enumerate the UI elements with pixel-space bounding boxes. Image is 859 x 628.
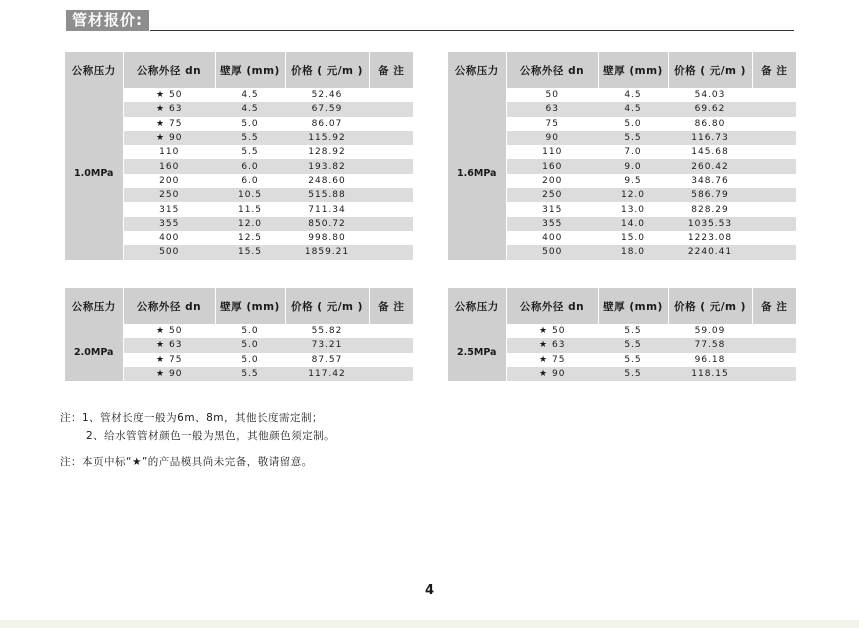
price-cell: 998.80 <box>308 233 346 244</box>
wall-cell: 12.0 <box>598 188 668 202</box>
price-cell: 54.03 <box>694 90 726 101</box>
wall-cell: 12.0 <box>215 217 285 231</box>
remark-cell <box>369 245 413 259</box>
price-cell: 52.46 <box>311 90 343 101</box>
dn-cell <box>123 145 215 159</box>
wall-cell: 5.5 <box>624 326 642 337</box>
dn-cell <box>123 159 215 173</box>
remark-cell <box>752 117 796 131</box>
dn-value: 63 <box>545 104 559 115</box>
remark-cell <box>369 217 413 231</box>
remark-cell <box>752 145 796 159</box>
remark-cell <box>369 117 413 131</box>
dn-cell <box>123 174 215 188</box>
dn-value: 90 <box>545 133 559 144</box>
dn-value: 110 <box>159 147 180 158</box>
dn-cell <box>123 231 215 245</box>
remark-cell <box>752 102 796 116</box>
dn-cell <box>123 338 215 352</box>
header-cell: 价格 ( 元/m ) <box>285 52 369 88</box>
footer-band <box>0 620 859 628</box>
dn-value: 63 <box>552 340 566 351</box>
remark-cell <box>369 353 413 367</box>
price-cell: 117.42 <box>285 367 369 381</box>
remark-cell <box>369 88 413 102</box>
dn-cell <box>123 353 215 367</box>
dn-value: 200 <box>542 175 563 186</box>
header-cell: 壁厚 (mm) <box>598 52 668 88</box>
dn-value: 90 <box>169 369 183 380</box>
price-table-2-0mpa <box>65 288 413 381</box>
title-underline <box>150 30 794 31</box>
star-icon: ★ <box>539 326 549 337</box>
price-cell: 711.34 <box>308 204 346 215</box>
dn-cell <box>506 188 598 202</box>
page-title: 管材报价: <box>66 10 149 31</box>
dn-value: 355 <box>159 218 180 229</box>
dn-cell <box>123 324 215 338</box>
header-cell: 备 注 <box>369 288 413 324</box>
price-cell: 96.18 <box>694 354 726 365</box>
dn-cell <box>506 102 598 116</box>
dn-cell <box>506 367 598 381</box>
price-cell: 1035.53 <box>668 217 752 231</box>
remark-cell <box>369 131 413 145</box>
dn-value: 110 <box>542 147 563 158</box>
dn-cell <box>506 88 598 102</box>
dn-value: 250 <box>159 190 180 201</box>
dn-cell <box>123 131 215 145</box>
dn-cell <box>123 102 215 116</box>
wall-cell: 9.0 <box>598 159 668 173</box>
page-title-bar <box>66 10 794 32</box>
header-cell: 公称外径 dn <box>506 288 598 324</box>
page-number: 4 <box>424 583 435 598</box>
header-cell: 壁厚 (mm) <box>598 288 668 324</box>
wall-cell: 5.0 <box>215 338 285 352</box>
dn-cell <box>506 117 598 131</box>
dn-value: 160 <box>542 161 563 172</box>
dn-value: 500 <box>159 247 180 258</box>
wall-cell: 5.5 <box>598 367 668 381</box>
wall-cell: 4.5 <box>215 102 285 116</box>
star-icon: ★ <box>156 133 166 144</box>
dn-value: 63 <box>169 340 183 351</box>
wall-cell: 7.0 <box>624 147 642 158</box>
price-cell: 260.42 <box>668 159 752 173</box>
price-cell: 828.29 <box>691 204 729 215</box>
star-icon: ★ <box>156 326 166 337</box>
price-cell: 193.82 <box>285 159 369 173</box>
remark-cell <box>752 131 796 145</box>
dn-cell <box>506 353 598 367</box>
wall-cell: 5.5 <box>598 338 668 352</box>
dn-value: 90 <box>169 133 183 144</box>
star-icon: ★ <box>539 354 549 365</box>
pressure-cell: 1.0MPa <box>65 88 123 260</box>
dn-cell <box>506 245 598 259</box>
remark-cell <box>369 324 413 338</box>
header-cell: 公称压力 <box>65 288 123 324</box>
remark-cell <box>752 245 796 259</box>
wall-cell: 18.0 <box>598 245 668 259</box>
dn-cell <box>506 338 598 352</box>
dn-cell <box>506 145 598 159</box>
header-cell: 壁厚 (mm) <box>215 52 285 88</box>
remark-cell <box>369 159 413 173</box>
star-icon: ★ <box>539 369 549 380</box>
dn-value: 50 <box>169 326 183 337</box>
dn-value: 400 <box>542 233 563 244</box>
price-cell: 69.62 <box>668 102 752 116</box>
dn-value: 250 <box>542 190 563 201</box>
star-icon: ★ <box>156 354 166 365</box>
wall-cell: 4.5 <box>624 90 642 101</box>
wall-cell: 5.0 <box>241 118 259 129</box>
header-cell: 公称外径 dn <box>506 52 598 88</box>
dn-value: 355 <box>542 218 563 229</box>
header-cell: 公称外径 dn <box>123 288 215 324</box>
remark-cell <box>369 145 413 159</box>
wall-cell: 5.5 <box>624 354 642 365</box>
remark-cell <box>369 367 413 381</box>
wall-cell: 5.5 <box>215 367 285 381</box>
price-cell: 248.60 <box>308 175 346 186</box>
price-cell: 586.79 <box>668 188 752 202</box>
header-cell: 价格 ( 元/m ) <box>668 288 752 324</box>
price-cell: 2240.41 <box>668 245 752 259</box>
dn-cell <box>123 367 215 381</box>
remark-cell <box>752 353 796 367</box>
note-line-1: 注：1、管材长度一般为6m、8m，其他长度需定制； <box>60 412 323 424</box>
star-icon: ★ <box>156 90 166 101</box>
dn-cell <box>506 231 598 245</box>
price-cell: 128.92 <box>308 147 346 158</box>
wall-cell: 15.5 <box>215 245 285 259</box>
dn-cell <box>506 159 598 173</box>
wall-cell: 12.5 <box>237 233 263 244</box>
dn-cell <box>123 202 215 216</box>
price-cell: 145.68 <box>691 147 729 158</box>
remark-cell <box>369 202 413 216</box>
dn-cell <box>123 217 215 231</box>
dn-value: 50 <box>545 90 559 101</box>
wall-cell: 6.0 <box>241 175 259 186</box>
wall-cell: 14.0 <box>598 217 668 231</box>
note-line-2: 2、给水管管材颜色一般为黑色，其他颜色须定制。 <box>86 430 336 442</box>
remark-cell <box>752 338 796 352</box>
price-cell: 1859.21 <box>285 245 369 259</box>
remark-cell <box>752 88 796 102</box>
star-icon: ★ <box>156 340 166 351</box>
header-cell: 公称外径 dn <box>123 52 215 88</box>
dn-value: 50 <box>169 90 183 101</box>
dn-cell <box>123 117 215 131</box>
dn-cell <box>506 202 598 216</box>
header-cell: 公称压力 <box>65 52 123 88</box>
price-cell: 348.76 <box>691 175 729 186</box>
remark-cell <box>369 174 413 188</box>
wall-cell: 15.0 <box>620 233 646 244</box>
header-cell: 壁厚 (mm) <box>215 288 285 324</box>
wall-cell: 5.0 <box>241 326 259 337</box>
price-table-1-0mpa <box>65 52 413 260</box>
remark-cell <box>752 217 796 231</box>
dn-value: 90 <box>552 369 566 380</box>
header-cell: 价格 ( 元/m ) <box>285 288 369 324</box>
dn-cell <box>123 88 215 102</box>
dn-cell <box>506 131 598 145</box>
dn-value: 200 <box>159 175 180 186</box>
dn-value: 63 <box>169 104 183 115</box>
remark-cell <box>752 174 796 188</box>
remark-cell <box>752 231 796 245</box>
header-cell: 公称压力 <box>448 52 506 88</box>
table-row <box>65 324 413 338</box>
note-line-3: 注：本页中标“★”的产品模具尚未完备，敬请留意。 <box>60 456 313 468</box>
remark-cell <box>752 159 796 173</box>
price-cell: 77.58 <box>668 338 752 352</box>
dn-value: 75 <box>169 118 183 129</box>
remark-cell <box>369 102 413 116</box>
wall-cell: 10.5 <box>215 188 285 202</box>
wall-cell: 5.0 <box>624 118 642 129</box>
price-cell: 87.57 <box>311 354 343 365</box>
price-cell: 1223.08 <box>687 233 733 244</box>
remark-cell <box>752 188 796 202</box>
remark-cell <box>752 367 796 381</box>
wall-cell: 5.0 <box>241 354 259 365</box>
price-cell: 59.09 <box>694 326 726 337</box>
price-cell: 850.72 <box>285 217 369 231</box>
dn-cell <box>506 174 598 188</box>
wall-cell: 5.5 <box>215 131 285 145</box>
header-cell: 公称压力 <box>448 288 506 324</box>
remark-cell <box>369 188 413 202</box>
remark-cell <box>752 202 796 216</box>
price-cell: 73.21 <box>285 338 369 352</box>
star-icon: ★ <box>156 118 166 129</box>
wall-cell: 5.5 <box>241 147 259 158</box>
dn-value: 315 <box>159 204 180 215</box>
wall-cell: 9.5 <box>624 175 642 186</box>
header-cell: 备 注 <box>752 52 796 88</box>
header-cell: 备 注 <box>752 288 796 324</box>
wall-cell: 4.5 <box>241 90 259 101</box>
remark-cell <box>752 324 796 338</box>
star-icon: ★ <box>156 104 166 115</box>
dn-value: 400 <box>159 233 180 244</box>
price-cell: 67.59 <box>285 102 369 116</box>
pressure-cell: 2.0MPa <box>65 324 123 381</box>
header-cell: 备 注 <box>369 52 413 88</box>
price-table-1-6mpa <box>448 52 796 260</box>
price-cell: 86.07 <box>311 118 343 129</box>
price-cell: 116.73 <box>668 131 752 145</box>
price-cell: 515.88 <box>285 188 369 202</box>
dn-cell <box>506 324 598 338</box>
table-row <box>65 88 413 102</box>
remark-cell <box>369 338 413 352</box>
dn-cell <box>123 245 215 259</box>
dn-value: 500 <box>542 247 563 258</box>
header-cell: 价格 ( 元/m ) <box>668 52 752 88</box>
dn-value: 315 <box>542 204 563 215</box>
price-cell: 115.92 <box>285 131 369 145</box>
dn-value: 160 <box>159 161 180 172</box>
table-row <box>448 324 796 338</box>
dn-value: 75 <box>552 354 566 365</box>
wall-cell: 6.0 <box>215 159 285 173</box>
remark-cell <box>369 231 413 245</box>
price-cell: 118.15 <box>668 367 752 381</box>
pressure-cell: 2.5MPa <box>448 324 506 381</box>
table-row <box>448 88 796 102</box>
wall-cell: 4.5 <box>598 102 668 116</box>
star-icon: ★ <box>539 340 549 351</box>
dn-value: 50 <box>552 326 566 337</box>
wall-cell: 11.5 <box>237 204 263 215</box>
dn-cell <box>506 217 598 231</box>
wall-cell: 13.0 <box>620 204 646 215</box>
dn-cell <box>123 188 215 202</box>
pressure-cell: 1.6MPa <box>448 88 506 260</box>
price-cell: 55.82 <box>311 326 343 337</box>
star-icon: ★ <box>156 369 166 380</box>
dn-value: 75 <box>545 118 559 129</box>
wall-cell: 5.5 <box>598 131 668 145</box>
dn-value: 75 <box>169 354 183 365</box>
price-cell: 86.80 <box>694 118 726 129</box>
price-table-2-5mpa <box>448 288 796 381</box>
